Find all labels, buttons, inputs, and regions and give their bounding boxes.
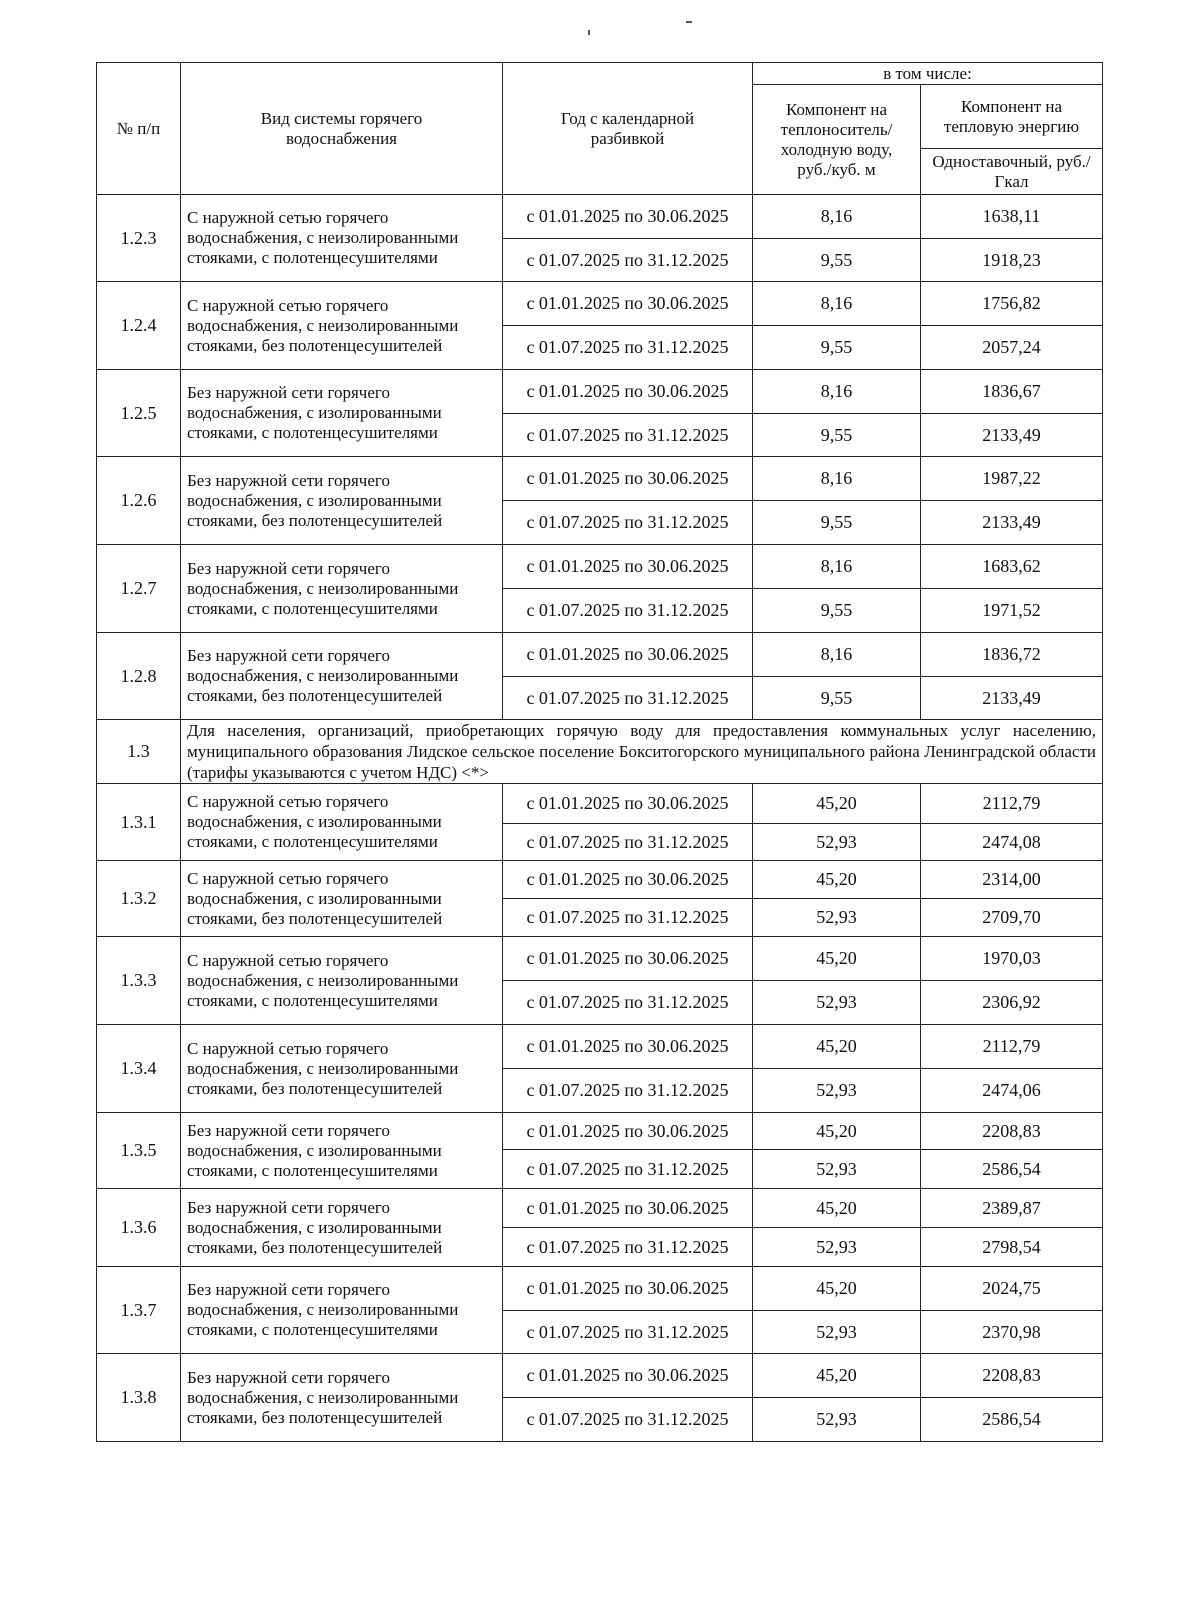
period-cell: с 01.01.2025 по 30.06.2025 xyxy=(503,545,753,589)
energy-value: 2370,98 xyxy=(921,1311,1103,1354)
period-cell: с 01.07.2025 по 31.12.2025 xyxy=(503,1311,753,1354)
carrier-value: 45,20 xyxy=(753,1267,921,1311)
table-row xyxy=(97,457,1103,501)
system-type: Без наружной сети горячего водоснабжения, с изолированными стояками, с полотенцесушителями xyxy=(181,370,503,457)
carrier-value: 45,20 xyxy=(753,784,921,824)
row-number: 1.3.1 xyxy=(97,784,181,861)
period-cell: с 01.07.2025 по 31.12.2025 xyxy=(503,677,753,720)
scan-speck xyxy=(588,30,590,35)
row-number: 1.3.6 xyxy=(97,1189,181,1267)
carrier-value: 9,55 xyxy=(753,239,921,282)
energy-value: 2112,79 xyxy=(921,1025,1103,1069)
system-type: Без наружной сети горячего водоснабжения, с изолированными стояками, без полотенцесушителей xyxy=(181,457,503,545)
table-row xyxy=(97,1354,1103,1398)
period-cell: с 01.01.2025 по 30.06.2025 xyxy=(503,1354,753,1398)
period-cell: с 01.07.2025 по 31.12.2025 xyxy=(503,824,753,861)
period-cell: с 01.07.2025 по 31.12.2025 xyxy=(503,239,753,282)
carrier-value: 8,16 xyxy=(753,282,921,326)
system-type: С наружной сетью горячего водоснабжения, с изолированными стояками, с полотенцесушителями xyxy=(181,784,503,861)
energy-value: 2133,49 xyxy=(921,677,1103,720)
period-cell: с 01.07.2025 по 31.12.2025 xyxy=(503,414,753,457)
carrier-value: 45,20 xyxy=(753,1354,921,1398)
system-type: С наружной сетью горячего водоснабжения, с неизолированными стояками, без полотенцесушителей xyxy=(181,1025,503,1113)
table-row xyxy=(97,1025,1103,1069)
carrier-value: 9,55 xyxy=(753,589,921,633)
carrier-value: 52,93 xyxy=(753,981,921,1025)
period-cell: с 01.07.2025 по 31.12.2025 xyxy=(503,1150,753,1189)
energy-value: 2586,54 xyxy=(921,1150,1103,1189)
table-row xyxy=(97,861,1103,899)
system-type: С наружной сетью горячего водоснабжения, с неизолированными стояками, без полотенцесушителей xyxy=(181,282,503,370)
system-type: Без наружной сети горячего водоснабжения, с изолированными стояками, без полотенцесушителей xyxy=(181,1189,503,1267)
energy-value: 2133,49 xyxy=(921,501,1103,545)
energy-value: 2474,08 xyxy=(921,824,1103,861)
energy-value: 1638,11 xyxy=(921,195,1103,239)
carrier-value: 45,20 xyxy=(753,937,921,981)
carrier-value: 45,20 xyxy=(753,1113,921,1150)
period-cell: с 01.01.2025 по 30.06.2025 xyxy=(503,937,753,981)
row-number: 1.2.8 xyxy=(97,633,181,720)
period-cell: с 01.01.2025 по 30.06.2025 xyxy=(503,1189,753,1228)
section-description: Для населения, организаций, приобретающих горячую воду для предоставления коммунальных услуг населению, муниципального образования Лидское сельское поселение Бокситогорского муниципального района Ленинградской области (тарифы указываются с учетом НДС) <*> xyxy=(181,720,1103,784)
table-row xyxy=(97,1189,1103,1228)
carrier-value: 9,55 xyxy=(753,326,921,370)
carrier-value: 8,16 xyxy=(753,633,921,677)
energy-value: 2024,75 xyxy=(921,1267,1103,1311)
system-type: Без наружной сети горячего водоснабжения, с неизолированными стояками, с полотенцесушителями xyxy=(181,1267,503,1354)
row-number: 1.3.8 xyxy=(97,1354,181,1442)
row-number: 1.2.6 xyxy=(97,457,181,545)
carrier-value: 52,93 xyxy=(753,1228,921,1267)
row-number: 1.3 xyxy=(97,720,181,784)
energy-value: 2306,92 xyxy=(921,981,1103,1025)
header-year: Год с календарной разбивкой xyxy=(503,63,753,195)
period-cell: с 01.01.2025 по 30.06.2025 xyxy=(503,861,753,899)
period-cell: с 01.01.2025 по 30.06.2025 xyxy=(503,370,753,414)
energy-value: 1970,03 xyxy=(921,937,1103,981)
system-type: С наружной сетью горячего водоснабжения, с изолированными стояками, без полотенцесушителей xyxy=(181,861,503,937)
carrier-value: 9,55 xyxy=(753,501,921,545)
table-row xyxy=(97,370,1103,414)
period-cell: с 01.01.2025 по 30.06.2025 xyxy=(503,282,753,326)
energy-value: 2208,83 xyxy=(921,1354,1103,1398)
header-energy: Компонент на тепловую энергию xyxy=(921,85,1103,149)
table-row xyxy=(97,545,1103,589)
system-type: С наружной сетью горячего водоснабжения, с неизолированными стояками, с полотенцесушителями xyxy=(181,195,503,282)
row-number: 1.2.3 xyxy=(97,195,181,282)
period-cell: с 01.07.2025 по 31.12.2025 xyxy=(503,1398,753,1442)
carrier-value: 52,93 xyxy=(753,1150,921,1189)
system-type: Без наружной сети горячего водоснабжения, с неизолированными стояками, без полотенцесушителей xyxy=(181,633,503,720)
period-cell: с 01.07.2025 по 31.12.2025 xyxy=(503,899,753,937)
energy-value: 1836,67 xyxy=(921,370,1103,414)
table-row xyxy=(97,784,1103,824)
carrier-value: 8,16 xyxy=(753,195,921,239)
period-cell: с 01.07.2025 по 31.12.2025 xyxy=(503,981,753,1025)
header-num: № п/п xyxy=(97,63,181,195)
table-row xyxy=(97,1267,1103,1311)
row-number: 1.3.7 xyxy=(97,1267,181,1354)
carrier-value: 8,16 xyxy=(753,370,921,414)
table-row xyxy=(97,633,1103,677)
energy-value: 2474,06 xyxy=(921,1069,1103,1113)
header-energy-sub: Одноставочный, руб./Гкал xyxy=(921,149,1103,195)
system-type: Без наружной сети горячего водоснабжения, с неизолированными стояками, с полотенцесушителями xyxy=(181,545,503,633)
table-row xyxy=(97,1113,1103,1150)
carrier-value: 52,93 xyxy=(753,824,921,861)
energy-value: 1683,62 xyxy=(921,545,1103,589)
header-carrier: Компонент на теплоноситель/ холодную воду, руб./куб. м xyxy=(753,85,921,195)
period-cell: с 01.01.2025 по 30.06.2025 xyxy=(503,1025,753,1069)
energy-value: 1756,82 xyxy=(921,282,1103,326)
period-cell: с 01.01.2025 по 30.06.2025 xyxy=(503,784,753,824)
period-cell: с 01.01.2025 по 30.06.2025 xyxy=(503,633,753,677)
period-cell: с 01.07.2025 по 31.12.2025 xyxy=(503,1069,753,1113)
system-type: Без наружной сети горячего водоснабжения, с неизолированными стояками, без полотенцесушителей xyxy=(181,1354,503,1442)
period-cell: с 01.01.2025 по 30.06.2025 xyxy=(503,1113,753,1150)
energy-value: 2798,54 xyxy=(921,1228,1103,1267)
header-group: в том числе: xyxy=(753,63,1103,85)
carrier-value: 45,20 xyxy=(753,1189,921,1228)
row-number: 1.3.4 xyxy=(97,1025,181,1113)
period-cell: с 01.07.2025 по 31.12.2025 xyxy=(503,1228,753,1267)
row-number: 1.2.7 xyxy=(97,545,181,633)
energy-value: 2133,49 xyxy=(921,414,1103,457)
energy-value: 2057,24 xyxy=(921,326,1103,370)
tariff-table xyxy=(96,62,1103,1442)
period-cell: с 01.01.2025 по 30.06.2025 xyxy=(503,195,753,239)
header-row xyxy=(97,63,1103,85)
section-row xyxy=(97,720,1103,784)
energy-value: 2709,70 xyxy=(921,899,1103,937)
system-type: С наружной сетью горячего водоснабжения, с неизолированными стояками, с полотенцесушителями xyxy=(181,937,503,1025)
carrier-value: 8,16 xyxy=(753,457,921,501)
header-type: Вид системы горячего водоснабжения xyxy=(181,63,503,195)
carrier-value: 52,93 xyxy=(753,1069,921,1113)
period-cell: с 01.01.2025 по 30.06.2025 xyxy=(503,457,753,501)
energy-value: 2314,00 xyxy=(921,861,1103,899)
period-cell: с 01.07.2025 по 31.12.2025 xyxy=(503,326,753,370)
carrier-value: 52,93 xyxy=(753,899,921,937)
energy-value: 1836,72 xyxy=(921,633,1103,677)
row-number: 1.2.4 xyxy=(97,282,181,370)
carrier-value: 52,93 xyxy=(753,1398,921,1442)
carrier-value: 9,55 xyxy=(753,414,921,457)
system-type: Без наружной сети горячего водоснабжения, с изолированными стояками, с полотенцесушителями xyxy=(181,1113,503,1189)
carrier-value: 45,20 xyxy=(753,861,921,899)
energy-value: 1918,23 xyxy=(921,239,1103,282)
period-cell: с 01.01.2025 по 30.06.2025 xyxy=(503,1267,753,1311)
scan-speck xyxy=(686,21,692,23)
row-number: 1.3.3 xyxy=(97,937,181,1025)
energy-value: 2389,87 xyxy=(921,1189,1103,1228)
period-cell: с 01.07.2025 по 31.12.2025 xyxy=(503,589,753,633)
tariff-table-body xyxy=(97,63,1103,1442)
energy-value: 2208,83 xyxy=(921,1113,1103,1150)
carrier-value: 45,20 xyxy=(753,1025,921,1069)
row-number: 1.3.2 xyxy=(97,861,181,937)
energy-value: 1987,22 xyxy=(921,457,1103,501)
energy-value: 2112,79 xyxy=(921,784,1103,824)
table-row xyxy=(97,282,1103,326)
energy-value: 2586,54 xyxy=(921,1398,1103,1442)
table-row xyxy=(97,195,1103,239)
period-cell: с 01.07.2025 по 31.12.2025 xyxy=(503,501,753,545)
row-number: 1.3.5 xyxy=(97,1113,181,1189)
carrier-value: 8,16 xyxy=(753,545,921,589)
carrier-value: 9,55 xyxy=(753,677,921,720)
carrier-value: 52,93 xyxy=(753,1311,921,1354)
table-row xyxy=(97,937,1103,981)
row-number: 1.2.5 xyxy=(97,370,181,457)
energy-value: 1971,52 xyxy=(921,589,1103,633)
